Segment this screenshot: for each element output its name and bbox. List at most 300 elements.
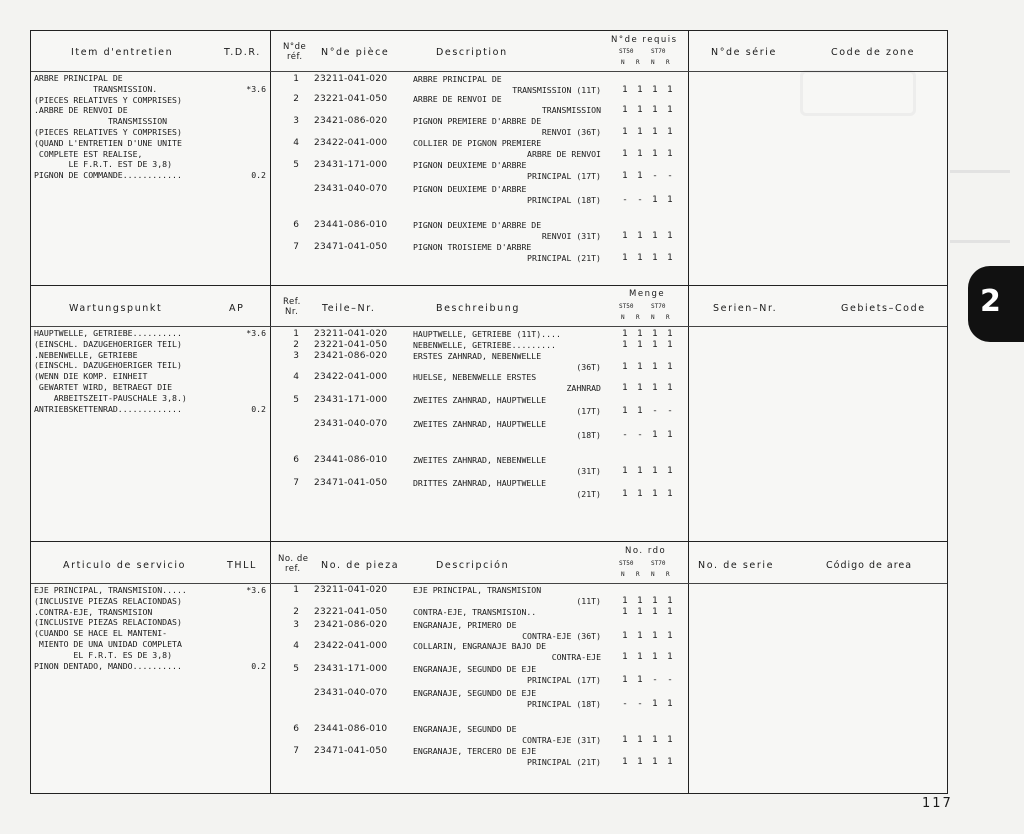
header-qty-title: No. rdo [625, 546, 667, 556]
maintenance-item-text: COMPLETE EST REALISE, [34, 148, 143, 159]
quantity-cell: 1 [667, 631, 673, 641]
quantity-cell: 1 [622, 383, 628, 393]
maintenance-item-text: MIENTO DE UNA UNIDAD COMPLETA [34, 638, 182, 649]
flat-rate-time [244, 382, 266, 393]
quantity-cell: 1 [667, 607, 673, 617]
description-line-2: TRANSMISSION [541, 105, 601, 115]
maintenance-item-text: (QUAND L'ENTRETIEN D'UNE UNITE [34, 137, 182, 148]
part-number: 23471-041-050 [314, 242, 388, 252]
maintenance-item-line [34, 371, 266, 382]
quantity-cell: 1 [667, 757, 673, 767]
quantity-cell: 1 [637, 757, 643, 767]
header-sub: N [621, 59, 625, 66]
header-sub: R [636, 571, 640, 578]
quantity-cell: - [623, 699, 627, 709]
maintenance-item-text: .ARBRE DE RENVOI DE [34, 105, 128, 116]
description-line: ZWEITES ZAHNRAD, NEBENWELLE [413, 455, 547, 465]
quantity-cell: 1 [652, 253, 658, 263]
description-line: CONTRA-EJE, TRANSMISION.. [413, 607, 537, 617]
section-german [31, 285, 947, 541]
header-serial: N°de série [711, 47, 777, 58]
quantity-cell: 1 [637, 362, 643, 372]
header-tdr: AP [229, 303, 245, 314]
maintenance-item-text: (EINSCHL. DAZUGEHOERIGER TEIL) [34, 338, 182, 349]
quantity-cell: 1 [637, 607, 643, 617]
maintenance-item-text: EL F.R.T. ES DE 3,8) [34, 649, 173, 660]
description-line-2: (36T) [576, 362, 601, 372]
header-sub: N [651, 59, 655, 66]
flat-rate-time [244, 628, 266, 639]
header-sub: N [651, 571, 655, 578]
description-line: ARBRE DE RENVOI DE [413, 94, 502, 104]
quantity-cell: 1 [622, 105, 628, 115]
quantity-cell: 1 [667, 85, 673, 95]
description-line-2: CONTRA-EJE (31T) [522, 735, 601, 745]
description-line-2: CONTRA-EJE (36T) [522, 631, 601, 641]
description-line: HAUPTWELLE, GETRIEBE (11T).... [413, 329, 561, 339]
quantity-cell: 1 [622, 231, 628, 241]
quantity-cell: 1 [652, 699, 658, 709]
maintenance-item-line [34, 95, 266, 106]
description-line-2: RENVOI (31T) [541, 231, 601, 241]
flat-rate-time: *3.6 [246, 83, 266, 94]
quantity-cell: 1 [652, 105, 658, 115]
flat-rate-time [244, 617, 266, 628]
quantity-cell: 1 [637, 631, 643, 641]
description-line: PIGNON DEUXIEME D'ARBRE DE [413, 220, 542, 230]
description-line-2: ZAHNRAD [566, 383, 601, 393]
page-number: 117 [922, 796, 953, 811]
quantity-cell: 1 [667, 652, 673, 662]
description-line: EJE PRINCIPAL, TRANSMISION [413, 585, 542, 595]
quantity-cell: 1 [637, 735, 643, 745]
description-line: HUELSE, NEBENWELLE ERSTES [413, 372, 537, 382]
quantity-cell: 1 [667, 105, 673, 115]
description-line: ENGRANAJE, SEGUNDO DE EJE [413, 688, 537, 698]
ref-number: 4 [293, 641, 299, 651]
header-item: Item d'entretien [71, 47, 174, 58]
maintenance-item-line [34, 639, 266, 650]
flat-rate-time [244, 159, 266, 170]
maintenance-item-line [34, 328, 266, 339]
maintenance-item-text: ARBRE PRINCIPAL DE [34, 73, 123, 83]
header-item: Wartungspunkt [69, 303, 163, 314]
description-line: ENGRANAJE, PRIMERO DE [413, 620, 517, 630]
maintenance-item-line [34, 650, 266, 661]
quantity-cell: 1 [652, 340, 658, 350]
maintenance-item-list [34, 585, 266, 671]
header-part-no: Teile–Nr. [322, 303, 376, 314]
maintenance-item-line [34, 84, 266, 95]
description-line: ARBRE PRINCIPAL DE [413, 74, 502, 84]
flat-rate-time: *3.6 [246, 585, 266, 595]
ref-number: 2 [293, 340, 299, 350]
maintenance-item-line [34, 159, 266, 170]
quantity-cell: 1 [637, 489, 643, 499]
quantity-cell: - [623, 430, 627, 440]
quantity-cell: 1 [652, 149, 658, 159]
description-line: NEBENWELLE, GETRIEBE......... [413, 340, 556, 350]
maintenance-item-line [34, 339, 266, 350]
quantity-cell: 1 [622, 466, 628, 476]
ref-number: 5 [293, 160, 299, 170]
ref-number: 7 [293, 746, 299, 756]
quantity-cell: 1 [652, 85, 658, 95]
part-number: 23471-041-050 [314, 746, 388, 756]
section-french [31, 31, 947, 285]
quantity-cell: 1 [622, 406, 628, 416]
quantity-cell: - [653, 406, 657, 416]
description-line-2: (17T) [576, 406, 601, 416]
maintenance-item-line [34, 138, 266, 149]
quantity-cell: 1 [637, 149, 643, 159]
maintenance-item-line [34, 382, 266, 393]
maintenance-item-text: .NEBENWELLE, GETRIEBE [34, 349, 138, 360]
flat-rate-time [244, 607, 266, 618]
quantity-cell: 1 [652, 127, 658, 137]
quantity-cell: - [638, 430, 642, 440]
maintenance-item-text: GEWARTET WIRD, BETRAEGT DIE [34, 381, 173, 392]
quantity-cell: 1 [652, 631, 658, 641]
part-number: 23421-086-020 [314, 620, 388, 630]
part-number: 23431-040-070 [314, 184, 388, 194]
header-sub: R [666, 571, 670, 578]
description-line-2: TRANSMISSION (11T) [512, 85, 601, 95]
maintenance-item-text: (INCLUSIVE PIEZAS RELACIONDAS) [34, 595, 182, 606]
part-number: 23431-171-000 [314, 395, 388, 405]
header-model: ST70 [651, 48, 666, 55]
description-line: COLLARIN, ENGRANAJE BAJO DE [413, 641, 547, 651]
description-line: PIGNON DEUXIEME D'ARBRE [413, 184, 527, 194]
description-line: ERSTES ZAHNRAD, NEBENWELLE [413, 351, 542, 361]
quantity-cell: 1 [667, 383, 673, 393]
description-line-2: (11T) [576, 596, 601, 606]
header-part-no: N°de pièce [321, 47, 390, 58]
header-tdr: T.D.R. [224, 47, 261, 58]
flat-rate-time [244, 360, 266, 371]
quantity-cell: 1 [622, 127, 628, 137]
maintenance-item-text: (WENN DIE KOMP. EINHEIT [34, 371, 148, 382]
quantity-cell: - [653, 675, 657, 685]
ref-number: 1 [293, 585, 299, 595]
header-sub: N [621, 571, 625, 578]
flat-rate-time [244, 73, 266, 84]
maintenance-item-line [34, 607, 266, 618]
header-model: ST50 [619, 48, 634, 55]
quantity-cell: 1 [637, 85, 643, 95]
header-serial: No. de serie [698, 560, 775, 571]
quantity-cell: 1 [667, 195, 673, 205]
description-line-2: PRINCIPAL (21T) [527, 757, 601, 767]
quantity-cell: 1 [652, 430, 658, 440]
header-ref-line1: N°de [283, 42, 307, 52]
flat-rate-time [244, 138, 266, 149]
quantity-cell: 1 [652, 596, 658, 606]
quantity-cell: 1 [667, 430, 673, 440]
maintenance-item-line [34, 73, 266, 84]
header-model: ST70 [651, 303, 666, 310]
part-number: 23441-086-010 [314, 455, 388, 465]
ref-number: 5 [293, 664, 299, 674]
ref-number: 4 [293, 138, 299, 148]
description-line-2: PRINCIPAL (18T) [527, 195, 601, 205]
maintenance-item-text: LE F.R.T. EST DE 3,8) [34, 159, 173, 170]
description-line: COLLIER DE PIGNON PREMIERE [413, 138, 542, 148]
header-sub: N [651, 314, 655, 321]
maintenance-item-line [34, 585, 266, 596]
quantity-cell: 1 [652, 652, 658, 662]
header-divider [31, 71, 947, 72]
description-line-2: (18T) [576, 430, 601, 440]
description-line-2: (31T) [576, 466, 601, 476]
flat-rate-time [244, 105, 266, 116]
quantity-cell: 1 [637, 675, 643, 685]
maintenance-item-text: HAUPTWELLE, GETRIEBE.......... [34, 328, 182, 338]
flat-rate-time: 0.2 [251, 660, 266, 671]
part-number: 23431-040-070 [314, 419, 388, 429]
quantity-cell: 1 [652, 489, 658, 499]
header-ref-line1: Ref. [283, 297, 301, 307]
flat-rate-time [244, 350, 266, 361]
flat-rate-time: 0.2 [251, 170, 266, 181]
flat-rate-time: 0.2 [251, 403, 266, 414]
header-serial: Serien–Nr. [713, 303, 778, 314]
quantity-cell: 1 [622, 329, 628, 339]
quantity-cell: 1 [622, 340, 628, 350]
quantity-cell: 1 [667, 149, 673, 159]
part-number: 23421-086-020 [314, 351, 388, 361]
flat-rate-time [244, 116, 266, 127]
maintenance-item-line [34, 105, 266, 116]
quantity-cell: 1 [637, 171, 643, 181]
ref-number: 1 [293, 329, 299, 339]
description-line-2: RENVOI (36T) [541, 127, 601, 137]
quantity-cell: - [638, 699, 642, 709]
header-ref-line2: ref. [285, 564, 301, 574]
maintenance-item-text: ANTRIEBSKETTENRAD............. [34, 403, 182, 414]
ref-number: 2 [293, 94, 299, 104]
part-number: 23421-086-020 [314, 116, 388, 126]
maintenance-item-line [34, 350, 266, 361]
part-number: 23221-041-050 [314, 607, 388, 617]
maintenance-item-line [34, 628, 266, 639]
part-number: 23422-041-000 [314, 138, 388, 148]
quantity-cell: 1 [637, 105, 643, 115]
description-line-2: PRINCIPAL (17T) [527, 171, 601, 181]
quantity-cell: 1 [637, 652, 643, 662]
header-model: ST50 [619, 560, 634, 567]
quantity-cell: 1 [667, 329, 673, 339]
header-divider [31, 583, 947, 584]
quantity-cell: - [638, 195, 642, 205]
description-line-2: PRINCIPAL (18T) [527, 699, 601, 709]
maintenance-item-line [34, 127, 266, 138]
header-item: Articulo de servicio [63, 560, 187, 571]
quantity-cell: 1 [667, 253, 673, 263]
quantity-cell: 1 [652, 607, 658, 617]
header-sub: R [636, 59, 640, 66]
quantity-cell: 1 [622, 757, 628, 767]
quantity-cell: 1 [622, 149, 628, 159]
description-line-2: PRINCIPAL (17T) [527, 675, 601, 685]
maintenance-item-list [34, 73, 266, 181]
part-number: 23431-171-000 [314, 664, 388, 674]
quantity-cell: 1 [622, 489, 628, 499]
part-number: 23211-041-020 [314, 74, 388, 84]
quantity-cell: 1 [652, 362, 658, 372]
maintenance-item-line [34, 393, 266, 404]
flat-rate-time [244, 339, 266, 350]
quantity-cell: 1 [637, 406, 643, 416]
description-line: ZWEITES ZAHNRAD, HAUPTWELLE [413, 395, 547, 405]
flat-rate-time [244, 393, 266, 404]
header-model: ST50 [619, 303, 634, 310]
description-line: PIGNON PREMIERE D'ARBRE DE [413, 116, 542, 126]
quantity-cell: 1 [667, 466, 673, 476]
ref-number: 6 [293, 455, 299, 465]
ref-number: 5 [293, 395, 299, 405]
header-zone: Código de area [826, 560, 913, 571]
header-sub: R [636, 314, 640, 321]
flat-rate-time [244, 371, 266, 382]
ref-number: 6 [293, 220, 299, 230]
part-number: 23431-171-000 [314, 160, 388, 170]
quantity-cell: - [668, 406, 672, 416]
ref-number: 1 [293, 74, 299, 84]
flat-rate-time [244, 596, 266, 607]
chapter-tab [968, 266, 1024, 342]
maintenance-item-line [34, 116, 266, 127]
part-number: 23422-041-000 [314, 641, 388, 651]
quantity-cell: 1 [667, 489, 673, 499]
header-tdr: THLL [227, 560, 257, 571]
description-line-2: CONTRA-EJE [551, 652, 601, 662]
description-line: ENGRANAJE, TERCERO DE EJE [413, 746, 537, 756]
maintenance-item-text: (INCLUSIVE PIEZAS RELACIONDAS) [34, 617, 182, 628]
quantity-cell: 1 [637, 253, 643, 263]
part-number: 23431-040-070 [314, 688, 388, 698]
quantity-cell: 1 [622, 171, 628, 181]
quantity-cell: 1 [637, 329, 643, 339]
maintenance-item-text: (EINSCHL. DAZUGEHOERIGER TEIL) [34, 360, 182, 371]
quantity-cell: 1 [652, 735, 658, 745]
quantity-cell: 1 [667, 231, 673, 241]
ref-number: 7 [293, 242, 299, 252]
description-line: PIGNON TROISIEME D'ARBRE [413, 242, 532, 252]
maintenance-item-text: TRANSMISSION [34, 116, 168, 127]
maintenance-item-text: (CUANDO SE HACE EL MANTENI- [34, 628, 168, 639]
quantity-cell: 1 [637, 340, 643, 350]
quantity-cell: 1 [637, 127, 643, 137]
description-line: ENGRANAJE, SEGUNDO DE [413, 724, 517, 734]
ref-number: 4 [293, 372, 299, 382]
flat-rate-time [244, 95, 266, 106]
quantity-cell: 1 [622, 362, 628, 372]
part-number: 23211-041-020 [314, 585, 388, 595]
quantity-cell: - [668, 171, 672, 181]
part-number: 23211-041-020 [314, 329, 388, 339]
quantity-cell: 1 [652, 329, 658, 339]
flat-rate-time [244, 149, 266, 160]
quantity-cell: 1 [622, 735, 628, 745]
header-ref-line2: réf. [287, 52, 303, 62]
section-spanish [31, 541, 947, 795]
description-line: ENGRANAJE, SEGUNDO DE EJE [413, 664, 537, 674]
bleed-through-shape [950, 240, 1010, 243]
header-description: Description [436, 47, 508, 58]
quantity-cell: 1 [667, 735, 673, 745]
part-number: 23441-086-010 [314, 724, 388, 734]
maintenance-item-line [34, 617, 266, 628]
part-number: 23422-041-000 [314, 372, 388, 382]
header-qty-title: Menge [629, 289, 666, 299]
header-sub: R [666, 59, 670, 66]
maintenance-item-line [34, 661, 266, 672]
ref-number: 6 [293, 724, 299, 734]
flat-rate-time [244, 127, 266, 138]
quantity-cell: 1 [622, 607, 628, 617]
header-description: Descripción [436, 560, 510, 571]
part-number: 23441-086-010 [314, 220, 388, 230]
quantity-cell: 1 [652, 466, 658, 476]
quantity-cell: 1 [622, 675, 628, 685]
quantity-cell: 1 [652, 231, 658, 241]
quantity-cell: 1 [622, 631, 628, 641]
header-model: ST70 [651, 560, 666, 567]
description-line: ZWEITES ZAHNRAD, HAUPTWELLE [413, 419, 547, 429]
header-sub: N [621, 314, 625, 321]
ref-number: 2 [293, 607, 299, 617]
ref-number: 3 [293, 116, 299, 126]
ref-number: 3 [293, 351, 299, 361]
part-number: 23221-041-050 [314, 340, 388, 350]
maintenance-item-list [34, 328, 266, 414]
header-zone: Gebiets–Code [841, 303, 926, 314]
maintenance-item-text: (PIECES RELATIVES Y COMPRISES) [34, 94, 182, 105]
ref-number: 7 [293, 478, 299, 488]
quantity-cell: 1 [637, 383, 643, 393]
quantity-cell: 1 [667, 362, 673, 372]
description-line: DRITTES ZAHNRAD, HAUPTWELLE [413, 478, 547, 488]
header-qty-title: N°de requis [611, 35, 678, 45]
quantity-cell: 1 [622, 652, 628, 662]
maintenance-item-text: TRANSMISSION. [34, 83, 158, 94]
quantity-cell: 1 [667, 127, 673, 137]
maintenance-item-text: (PIECES RELATIVES Y COMPRISES) [34, 126, 182, 137]
quantity-cell: 1 [667, 340, 673, 350]
maintenance-item-line [34, 360, 266, 371]
ref-number: 3 [293, 620, 299, 630]
quantity-cell: - [653, 171, 657, 181]
maintenance-item-line [34, 170, 266, 181]
quantity-cell: 1 [622, 596, 628, 606]
quantity-cell: 1 [667, 699, 673, 709]
quantity-cell: 1 [652, 383, 658, 393]
part-number: 23221-041-050 [314, 94, 388, 104]
description-line: PIGNON DEUXIEME D'ARBRE [413, 160, 527, 170]
quantity-cell: - [668, 675, 672, 685]
description-line-2: (21T) [576, 489, 601, 499]
flat-rate-time: *3.6 [246, 328, 266, 338]
maintenance-item-line [34, 404, 266, 415]
parts-table-frame [30, 30, 948, 794]
chapter-tab-number: 2 [980, 284, 1001, 319]
part-number: 23471-041-050 [314, 478, 388, 488]
header-zone: Code de zone [831, 47, 916, 58]
header-description: Beschreibung [436, 303, 521, 314]
quantity-cell: 1 [637, 596, 643, 606]
quantity-cell: 1 [622, 85, 628, 95]
